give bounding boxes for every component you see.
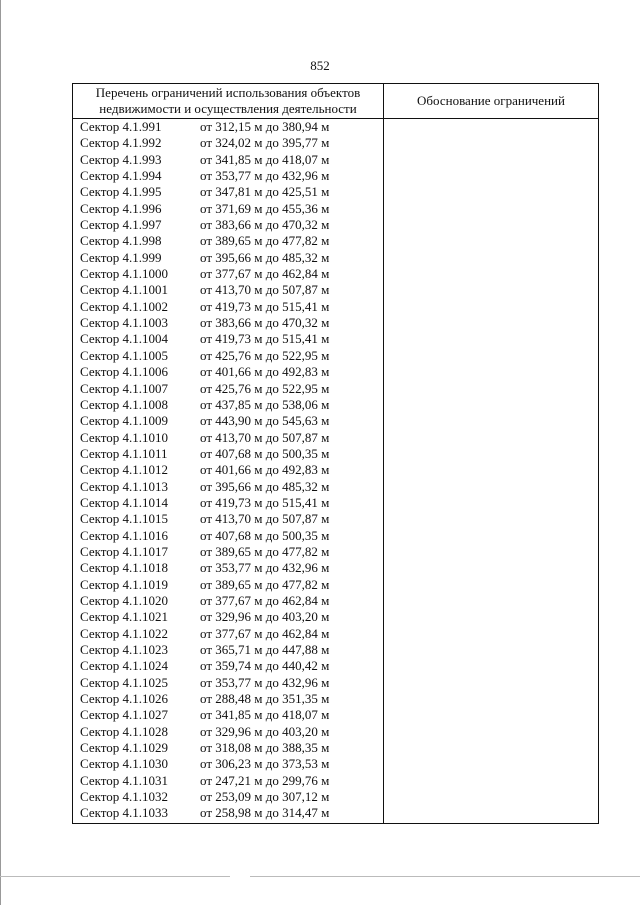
range-cell: от 389,65 м до 477,82 м	[200, 543, 330, 559]
table-row	[73, 707, 383, 723]
range-cell: от 419,73 м до 515,41 м	[200, 331, 330, 347]
range-cell: от 247,21 м до 299,76 м	[200, 772, 330, 788]
scan-bottom-line-right	[250, 876, 640, 877]
table-row	[73, 397, 383, 413]
range-cell: от 312,15 м до 380,94 м	[200, 119, 330, 134]
table-row	[73, 691, 383, 707]
sector-cell: Сектор 4.1.1007	[80, 380, 169, 396]
range-cell: от 377,67 м до 462,84 м	[200, 625, 330, 641]
range-cell: от 425,76 м до 522,95 м	[200, 380, 330, 396]
table-row	[73, 266, 383, 282]
table-row	[73, 446, 383, 462]
table-row	[73, 135, 383, 151]
range-cell: от 329,96 м до 403,20 м	[200, 723, 330, 739]
range-cell: от 401,66 м до 492,83 м	[200, 364, 330, 380]
range-cell: от 407,68 м до 500,35 м	[200, 445, 330, 461]
sector-cell: Сектор 4.1.1023	[80, 642, 169, 657]
sector-cell: Сектор 4.1.1017	[80, 543, 169, 559]
range-cell: от 329,96 м до 403,20 м	[200, 609, 330, 625]
range-cell: от 383,66 м до 470,32 м	[200, 315, 330, 331]
table-row	[73, 773, 383, 789]
range-cell: от 359,74 м до 440,42 м	[200, 658, 330, 674]
table-row	[73, 462, 383, 478]
restrictions-table	[72, 83, 599, 824]
table-header	[73, 84, 598, 119]
table-row	[73, 479, 383, 495]
range-cell: от 401,66 м до 492,83 м	[200, 462, 330, 478]
range-cell: от 341,85 м до 418,07 м	[200, 707, 330, 723]
range-cell: от 347,81 м до 425,51 м	[200, 184, 330, 200]
range-cell: от 419,73 м до 515,41 м	[200, 298, 330, 314]
sector-cell: Сектор 4.1.994	[80, 168, 162, 184]
column-divider	[383, 84, 384, 823]
sector-cell: Сектор 4.1.1032	[80, 789, 169, 805]
sector-cell: Сектор 4.1.1003	[80, 315, 169, 331]
table-row	[73, 282, 383, 298]
table-row	[73, 331, 383, 347]
range-cell: от 353,77 м до 432,96 м	[200, 168, 330, 184]
sector-cell: Сектор 4.1.1006	[80, 364, 169, 380]
table-row	[73, 577, 383, 593]
sector-cell: Сектор 4.1.1008	[80, 396, 169, 412]
table-row	[73, 233, 383, 249]
table-row	[73, 184, 383, 200]
range-cell: от 353,77 м до 432,96 м	[200, 674, 330, 690]
sector-cell: Сектор 4.1.1000	[80, 266, 169, 282]
sector-cell: Сектор 4.1.1031	[80, 772, 169, 788]
range-cell: от 395,66 м до 485,32 м	[200, 478, 330, 494]
table-row	[73, 805, 383, 821]
table-row	[73, 756, 383, 772]
header-left-line2: недвижимости и осуществления деятельности	[99, 101, 357, 116]
table-row	[73, 658, 383, 674]
range-cell: от 413,70 м до 507,87 м	[200, 282, 330, 298]
sector-cell: Сектор 4.1.1028	[80, 723, 169, 739]
table-row	[73, 495, 383, 511]
scan-edge-line	[0, 0, 1, 905]
table-row	[73, 593, 383, 609]
range-cell: от 341,85 м до 418,07 м	[200, 151, 330, 167]
range-cell: от 288,48 м до 351,35 м	[200, 691, 330, 707]
table-row	[73, 626, 383, 642]
range-cell: от 443,90 м до 545,63 м	[200, 413, 330, 429]
range-cell: от 371,69 м до 455,36 м	[200, 200, 330, 216]
table-row	[73, 299, 383, 315]
table-row	[73, 560, 383, 576]
sector-cell: Сектор 4.1.1029	[80, 740, 169, 756]
sector-cell: Сектор 4.1.1020	[80, 592, 169, 608]
range-cell: от 407,68 м до 500,35 м	[200, 527, 330, 543]
sector-cell: Сектор 4.1.1009	[80, 413, 169, 429]
page-number: 852	[310, 58, 330, 73]
sector-cell: Сектор 4.1.1001	[80, 282, 169, 298]
sector-cell: Сектор 4.1.1033	[80, 805, 169, 821]
header-restrictions-list	[73, 84, 383, 118]
range-cell: от 437,85 м до 538,06 м	[200, 396, 330, 412]
sector-cell: Сектор 4.1.1002	[80, 298, 169, 314]
table-row	[73, 675, 383, 691]
range-cell: от 377,67 м до 462,84 м	[200, 592, 330, 608]
sector-cell: Сектор 4.1.1010	[80, 429, 169, 445]
header-left-line1: Перечень ограничений использования объектов	[95, 85, 361, 100]
sector-cell: Сектор 4.1.1024	[80, 658, 169, 674]
range-cell: от 318,08 м до 388,35 м	[200, 740, 330, 756]
sector-cell: Сектор 4.1.992	[80, 135, 162, 151]
sector-cell: Сектор 4.1.1005	[80, 347, 169, 363]
sector-cell: Сектор 4.1.995	[80, 184, 162, 200]
table-row	[73, 642, 383, 658]
scan-bottom-line	[0, 876, 230, 877]
sector-cell: Сектор 4.1.1027	[80, 707, 169, 723]
table-row	[73, 168, 383, 184]
range-cell: от 413,70 м до 507,87 м	[200, 429, 330, 445]
table-body	[73, 119, 383, 822]
table-row	[73, 119, 383, 135]
table-row	[73, 364, 383, 380]
sector-cell: Сектор 4.1.998	[80, 233, 162, 249]
table-row	[73, 217, 383, 233]
sector-cell: Сектор 4.1.1004	[80, 331, 169, 347]
table-row	[73, 315, 383, 331]
sector-cell: Сектор 4.1.993	[80, 151, 162, 167]
table-row	[73, 201, 383, 217]
table-row	[73, 430, 383, 446]
range-cell: от 389,65 м до 477,82 м	[200, 233, 330, 249]
sector-cell: Сектор 4.1.1014	[80, 494, 169, 510]
sector-cell: Сектор 4.1.1030	[80, 756, 169, 772]
table-row	[73, 740, 383, 756]
range-cell: от 377,67 м до 462,84 м	[200, 266, 330, 282]
table-row	[73, 544, 383, 560]
range-cell: от 425,76 м до 522,95 м	[200, 347, 330, 363]
sector-cell: Сектор 4.1.1016	[80, 527, 169, 543]
range-cell: от 419,73 м до 515,41 м	[200, 494, 330, 510]
range-cell: от 324,02 м до 395,77 м	[200, 135, 330, 151]
sector-cell: Сектор 4.1.999	[80, 249, 162, 265]
table-row	[73, 348, 383, 364]
range-cell: от 353,77 м до 432,96 м	[200, 560, 330, 576]
table-row	[73, 528, 383, 544]
sector-cell: Сектор 4.1.1022	[80, 625, 169, 641]
header-justification: Обоснование ограничений	[417, 93, 565, 108]
sector-cell: Сектор 4.1.1015	[80, 511, 169, 527]
range-cell: от 365,71 м до 447,88 м	[200, 642, 330, 657]
table-row	[73, 609, 383, 625]
table-row	[73, 381, 383, 397]
sector-cell: Сектор 4.1.1018	[80, 560, 169, 576]
range-cell: от 395,66 м до 485,32 м	[200, 249, 330, 265]
sector-cell: Сектор 4.1.1021	[80, 609, 169, 625]
sector-cell: Сектор 4.1.1011	[80, 445, 168, 461]
sector-cell: Сектор 4.1.1012	[80, 462, 169, 478]
sector-cell: Сектор 4.1.1019	[80, 576, 169, 592]
range-cell: от 306,23 м до 373,53 м	[200, 756, 330, 772]
sector-cell: Сектор 4.1.1013	[80, 478, 169, 494]
table-row	[73, 511, 383, 527]
range-cell: от 253,09 м до 307,12 м	[200, 789, 330, 805]
table-row	[73, 724, 383, 740]
range-cell: от 383,66 м до 470,32 м	[200, 217, 330, 233]
table-row	[73, 789, 383, 805]
sector-cell: Сектор 4.1.991	[80, 119, 162, 134]
range-cell: от 389,65 м до 477,82 м	[200, 576, 330, 592]
table-row	[73, 250, 383, 266]
sector-cell: Сектор 4.1.996	[80, 200, 162, 216]
sector-cell: Сектор 4.1.1025	[80, 674, 169, 690]
table-row	[73, 152, 383, 168]
table-row	[73, 413, 383, 429]
range-cell: от 258,98 м до 314,47 м	[200, 805, 330, 821]
sector-cell: Сектор 4.1.997	[80, 217, 162, 233]
range-cell: от 413,70 м до 507,87 м	[200, 511, 330, 527]
sector-cell: Сектор 4.1.1026	[80, 691, 169, 707]
